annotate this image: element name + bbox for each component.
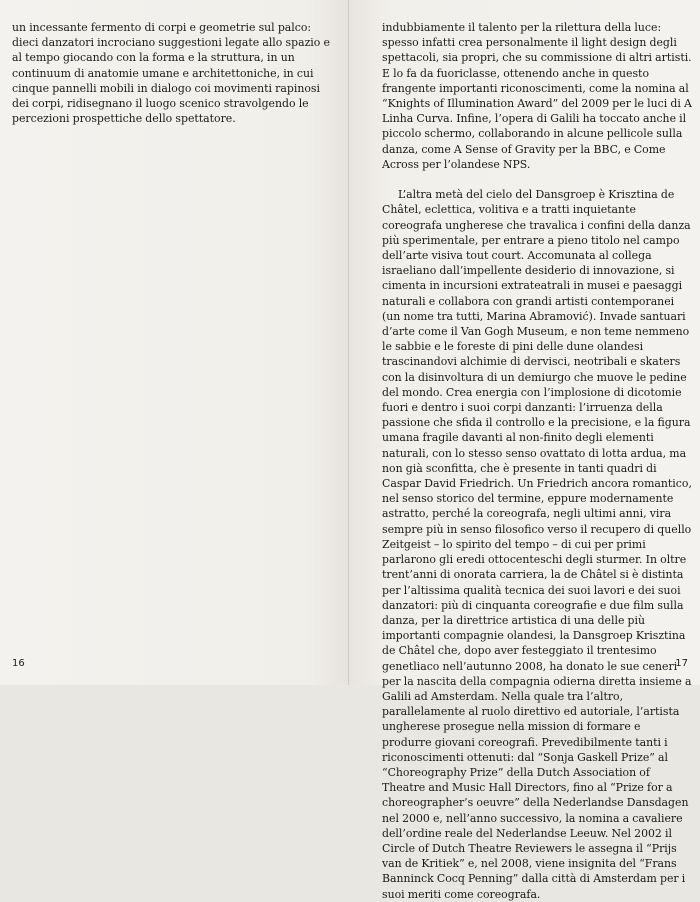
paragraph: indubbiamente il talento per la rilettura della luce: spesso infatti crea personalmente il light design degli spettacoli, sia propri, che su commissione di altri artisti. E lo fa da fuoriclasse, ottenendo anche in questo frangente importanti riconoscimenti, come la nomina al “Knights of Illumination Award” del 2009 per le luci di A Linha Curva. Infine, l’opera di Galili ha toccato anche il piccolo schermo, collaborando in alcune pellicole sulla danza, come A Sense of Gravity per la BBC, e Come Across per l’olandese NPS. (382, 21, 692, 171)
paragraph: un incessante fermento di corpi e geometrie sul palco: dieci danzatori incrociano suggestioni legate allo spazio e al tempo giocando con la forma e la struttura, in un continuum di anatomie umane e architettoniche, in cui cinque pannelli mobili in dialogo coi movimenti rapinosi dei corpi, ridisegnano il luogo scenico stravolgendo le percezioni prospettiche dello spettatore. (12, 21, 330, 126)
left-page (0, 0, 349, 685)
paragraph: L’altra metà del cielo del Dansgroep è Krisztina de Châtel, eclettica, volitiva e a tratti inquietante coreografa ungherese che travalica i confini della danza più sperimentale, per entrare a pieno titolo nel campo dell’arte visiva tout court. Accomunata al collega israeliano dall’impellente desiderio di innovazione, si cimenta in incursioni extrateatrali in musei e paesaggi naturali e collabora con grandi artisti contemporanei (un nome tra tutti, Marina Abramović). Invade santuari d’arte come il Van Gogh Museum, e non teme nemmeno le sabbie e le foreste di pini delle dune olandesi trascinandovi alchimie di dervisci, neotribali e skaters con la disinvoltura di un demiurgo che muove le pedine del mondo. Crea energia con l’implosione di dicotomie fuori e dentro i suoi corpi danzanti: l’irruenza della passione che sfida il controllo e la precisione, e la figura umana fragile davanti al non-finito degli elementi naturali, con lo stesso senso ovattato di lotta ardua, ma non già sconfitta, che è presente in tanti quadri di Caspar David Friedrich. Un Friedrich ancora romantico, nel senso storico del termine, eppure modernamente astratto, perché la coreografa, negli ultimi anni, vira sempre più in senso filosofico verso il recupero di quello Zeitgeist – lo spirito del tempo – di cui per primi parlarono gli eredi ottocenteschi degli sturmer. In oltre trent’anni di onorata carriera, la de Châtel si è distinta per l’altissima qualità tecnica dei suoi lavori e dei suoi danzatori: più di cinquanta coreografie e due film sulla danza, per la direttrice artistica di una delle più importanti compagnie olandesi, la Dansgroep Krisztina de Châtel che, dopo aver festeggiato il trentesimo genetliaco nell’autunno 2008, ha donato le sue ceneri per la nascita della compagnia odierna diretta insieme a Galili ad Amsterdam. Nella quale tra l’altro, parallelamente al ruolo direttivo ed autoriale, l’artista ungherese prosegue nella mission di formare e produrre giovani coreografi. Prevedibilmente tanti i riconoscimenti ottenuti: dal “Sonja Gaskell Prize” al “Choreography Prize” della Dutch Association of Theatre and Music Hall Directors, fino al “Prize for a choreographer’s oeuvre” della Nederlandse Dansdagen nel 2000 e, nell’anno successivo, la nomina a cavaliere dell’ordine reale del Nederlandse Leeuw. Nel 2002 il Circle of Dutch Theatre Reviewers le assegna il “Prijs van de Kritiek” e, nel 2008, viene insignita del “Frans Banninck Cocq Penning” dalla città di Amsterdam per i suoi meriti come coreografa. (382, 188, 692, 901)
page-number: 17 (675, 658, 688, 669)
right-page (349, 0, 700, 901)
page-number: 16 (12, 658, 25, 669)
left-text-column (12, 20, 335, 126)
right-text-column (382, 20, 692, 902)
